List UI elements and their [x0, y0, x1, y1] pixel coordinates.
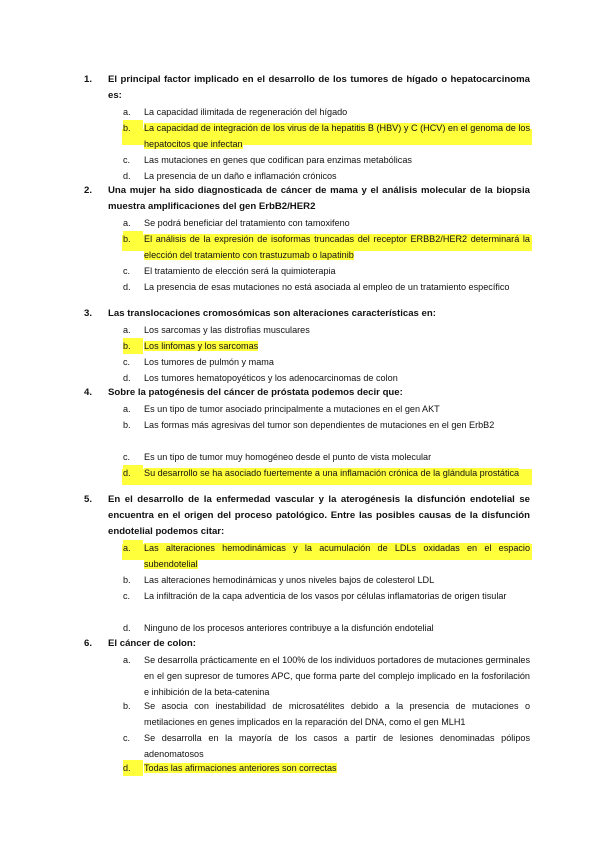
- option-6-c: [123, 730, 530, 762]
- option-text: El tratamiento de elección será la quimioterapia: [144, 266, 336, 276]
- correct-answer-text: El análisis de la expresión de isoformas truncadas del receptor ERBB2/HER2 determinará la elección del tratamiento con trastuzumab o lapatinib: [144, 234, 530, 260]
- option-4-c: [123, 449, 530, 465]
- correct-answer-text: Todas las afirmaciones anteriores son correctas: [144, 763, 337, 773]
- option-2-b: [123, 231, 530, 263]
- option-1-d: [123, 168, 530, 184]
- option-letter: a.: [123, 404, 131, 414]
- question-3: [84, 306, 530, 322]
- option-letter: c.: [123, 733, 131, 743]
- option-4-a: [123, 401, 530, 417]
- option-4-d: [123, 465, 530, 481]
- question-text: El principal factor implicado en el desarrollo de los tumores de hígado o hepatocarcinoma es:: [108, 74, 530, 101]
- option-3-d: [123, 370, 530, 386]
- option-5-d: [123, 620, 530, 636]
- option-text: Es un tipo de tumor asociado principalmente a mutaciones en el gen AKT: [144, 404, 440, 414]
- question-number: 4.: [84, 387, 93, 398]
- option-letter: b.: [123, 231, 143, 247]
- option-letter: d.: [123, 171, 131, 181]
- option-2-c: [123, 263, 530, 279]
- option-letter: b.: [123, 120, 143, 136]
- question-text: En el desarrollo de la enfermedad vascular y la aterogénesis la disfunción endotelial se encuentra en el origen del proceso patológico. Entre las posibles causas de la disfunción endotelial podemos citar:: [108, 494, 530, 537]
- option-text: Las mutaciones en genes que codifican para enzimas metabólicas: [144, 155, 412, 165]
- option-text: Los sarcomas y las distrofias musculares: [144, 325, 310, 335]
- correct-answer-text: Los linfomas y los sarcomas: [144, 341, 259, 351]
- option-1-b: [123, 120, 530, 152]
- option-text: Se asocia con inestabilidad de microsatélites debido a la presencia de mutaciones o metilaciones en genes implicados en la reparación del DNA, como el gen MLH1: [144, 701, 530, 727]
- option-letter: d.: [123, 623, 131, 633]
- question-text: Una mujer ha sido diagnosticada de cáncer de mama y el análisis molecular de la biopsia muestra amplificaciones del gen ErbB2/HER2: [108, 185, 530, 212]
- question-text: Las translocaciones cromosómicas son alteraciones características en:: [108, 308, 436, 319]
- option-letter: b.: [123, 420, 131, 430]
- option-letter: a.: [123, 540, 143, 556]
- question-1: [84, 72, 530, 104]
- option-5-a: [123, 540, 530, 572]
- option-5-b: [123, 572, 530, 588]
- option-text: Las formas más agresivas del tumor son dependientes de mutaciones en el gen ErbB2: [144, 420, 495, 430]
- option-letter: d.: [123, 465, 143, 481]
- option-1-c: [123, 152, 530, 168]
- option-text: Los tumores de pulmón y mama: [144, 357, 274, 367]
- option-text: Es un tipo de tumor muy homogéneo desde el punto de vista molecular: [144, 452, 432, 462]
- option-letter: b.: [123, 575, 131, 585]
- option-text: Se podrá beneficiar del tratamiento con tamoxifeno: [144, 218, 350, 228]
- option-3-c: [123, 354, 530, 370]
- correct-answer-text: La capacidad de integración de los virus de la hepatitis B (HBV) y C (HCV) en el genoma de los hepatocitos que infectan: [144, 123, 530, 149]
- question-text: El cáncer de colon:: [108, 638, 196, 649]
- option-1-a: [123, 104, 530, 120]
- option-letter: b.: [123, 701, 131, 711]
- question-6: [84, 636, 530, 652]
- option-text: Se desarrolla en la mayoría de los casos a partir de lesiones denominadas pólipos adenomatosos: [144, 733, 530, 759]
- option-4-b: [123, 417, 530, 433]
- option-letter: c.: [123, 266, 131, 276]
- option-text: Se desarrolla prácticamente en el 100% de los individuos portadores de mutaciones germinales en el gen supresor de tumores APC, que forma parte del complejo implicado en la fosforilación e inhibición de la beta-catenina: [144, 655, 530, 697]
- option-letter: a.: [123, 218, 131, 228]
- option-letter: c.: [123, 452, 131, 462]
- question-number: 3.: [84, 308, 93, 319]
- correct-answer-text: Su desarrollo se ha asociado fuertemente a una inflamación crónica de la glándula prostática: [144, 468, 520, 478]
- option-6-d: [123, 760, 530, 776]
- option-letter: c.: [123, 591, 131, 601]
- option-letter: d.: [123, 282, 131, 292]
- option-3-a: [123, 322, 530, 338]
- option-2-a: [123, 215, 530, 231]
- option-letter: a.: [123, 107, 131, 117]
- option-letter: a.: [123, 655, 131, 665]
- option-letter: c.: [123, 357, 131, 367]
- option-6-b: [123, 698, 530, 730]
- option-letter: d.: [123, 373, 131, 383]
- option-text: Ninguno de los procesos anteriores contribuye a la disfunción endotelial: [144, 623, 434, 633]
- question-number: 5.: [84, 494, 93, 505]
- option-text: Las alteraciones hemodinámicas y unos niveles bajos de colesterol LDL: [144, 575, 435, 585]
- option-text: La capacidad ilimitada de regeneración del hígado: [144, 107, 348, 117]
- option-letter: b.: [123, 338, 143, 354]
- option-3-b: [123, 338, 530, 354]
- question-text: Sobre la patogénesis del cáncer de próstata podemos decir que:: [108, 387, 403, 398]
- option-text: La presencia de un daño e inflamación crónicos: [144, 171, 337, 181]
- question-number: 2.: [84, 185, 93, 196]
- question-2: [84, 183, 530, 215]
- option-6-a: [123, 652, 530, 700]
- question-4: [84, 385, 530, 401]
- option-letter: c.: [123, 155, 131, 165]
- option-text: Los tumores hematopoyéticos y los adenocarcinomas de colon: [144, 373, 398, 383]
- question-5: [84, 492, 530, 540]
- option-text: La infiltración de la capa adventicia de los vasos por células inflamatorias de origen tisular: [144, 591, 507, 601]
- option-letter: d.: [123, 760, 143, 776]
- option-letter: a.: [123, 325, 131, 335]
- question-number: 1.: [84, 74, 93, 85]
- option-text: La presencia de esas mutaciones no está asociada al empleo de un tratamiento específico: [144, 282, 510, 292]
- correct-answer-text: Las alteraciones hemodinámicas y la acumulación de LDLs oxidadas en el espacio subendotelial: [144, 543, 530, 569]
- question-number: 6.: [84, 638, 93, 649]
- option-5-c: [123, 588, 530, 604]
- option-2-d: [123, 279, 530, 295]
